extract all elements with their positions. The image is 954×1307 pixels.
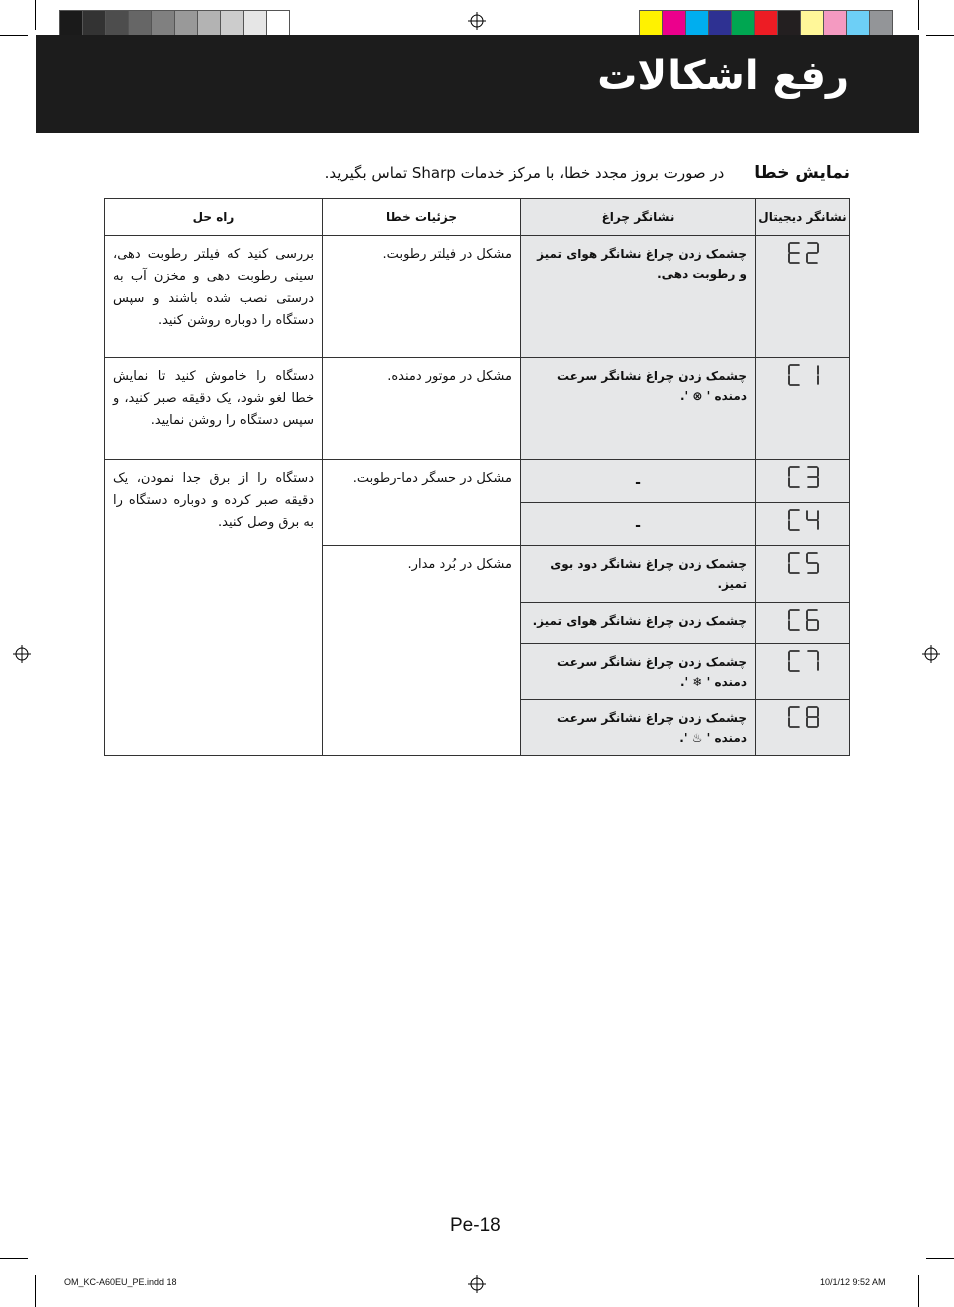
header-indicator: نشانگر چراغ bbox=[521, 199, 756, 236]
indicator-cell: چشمک زدن چراغ نشانگر سرعت دمنده ' ♨ '. bbox=[521, 700, 756, 756]
indicator-cell: چشمک زدن چراغ نشانگر دود بوی تمیز. bbox=[521, 546, 756, 603]
cause-cell: مشکل در موتور دمنده. bbox=[323, 358, 521, 460]
crop-mark bbox=[918, 0, 919, 30]
indicator-cell: چشمک زدن چراغ نشانگر هوای تمیز. bbox=[521, 603, 756, 644]
calibration-swatch bbox=[640, 11, 663, 35]
calibration-swatch bbox=[175, 11, 198, 35]
error-code-cell bbox=[756, 358, 850, 460]
digital-code-display bbox=[786, 509, 820, 531]
solution-cell: دستگاه را خاموش کنید تا نمایش خطا لغو شود، یک دقیقه صبر کنید، و سپس دستگاه را روشن نمایید. bbox=[105, 358, 323, 460]
cause-cell: مشکل در فیلتر رطوبت. bbox=[323, 236, 521, 358]
calibration-swatch bbox=[244, 11, 267, 35]
error-code-cell bbox=[756, 503, 850, 546]
crop-mark bbox=[926, 1258, 954, 1259]
calibration-swatch bbox=[267, 11, 289, 35]
crop-mark bbox=[35, 0, 36, 30]
color-calibration-bar bbox=[639, 10, 893, 36]
calibration-swatch bbox=[709, 11, 732, 35]
intro-line bbox=[325, 163, 850, 183]
registration-mark-icon bbox=[468, 1275, 486, 1293]
error-display-heading: نمایش خطا bbox=[754, 163, 850, 183]
page-number: Pe-18 bbox=[450, 1215, 501, 1236]
registration-mark-icon bbox=[13, 645, 31, 663]
grayscale-calibration-bar bbox=[59, 10, 290, 36]
digital-code-display bbox=[786, 242, 820, 264]
calibration-swatch bbox=[198, 11, 221, 35]
crop-mark bbox=[0, 35, 28, 36]
crop-mark bbox=[926, 35, 954, 36]
intro-text: در صورت بروز مجدد خطا، با مرکز خدمات Sharp تماس بگیرید. bbox=[324, 164, 725, 182]
cause-cell: مشکل در بُرد مدار. bbox=[323, 546, 521, 756]
calibration-swatch bbox=[801, 11, 824, 35]
table-row bbox=[105, 358, 850, 460]
table-row bbox=[105, 236, 850, 358]
digital-code-display bbox=[786, 609, 820, 631]
digital-code-display bbox=[786, 466, 820, 488]
registration-mark-icon bbox=[922, 645, 940, 663]
error-code-cell bbox=[756, 603, 850, 644]
digital-code-display bbox=[786, 552, 820, 574]
section-header bbox=[36, 35, 919, 133]
header-code: نشانگر دیجیتال bbox=[756, 199, 850, 236]
solution-cell: دستگاه را از برق جدا نمودن، یک دقیقه صبر کرده و دوباره دستگاه را به برق وصل کنید. bbox=[105, 460, 323, 756]
indicator-cell: چشمک زدن چراغ نشانگر هوای تمیز و رطوبت دهی. bbox=[521, 236, 756, 358]
table-row bbox=[105, 460, 850, 503]
registration-mark-icon bbox=[468, 12, 486, 30]
digital-code-display bbox=[786, 706, 820, 728]
indicator-cell: چشمک زدن چراغ نشانگر سرعت دمنده ' ❄ '. bbox=[521, 644, 756, 700]
calibration-swatch bbox=[221, 11, 244, 35]
calibration-swatch bbox=[83, 11, 106, 35]
digital-code-display bbox=[786, 650, 820, 672]
page-title: رفع اشکالات bbox=[597, 53, 849, 99]
error-code-cell bbox=[756, 644, 850, 700]
calibration-swatch bbox=[129, 11, 152, 35]
footer-file-name: OM_KC-A60EU_PE.indd 18 bbox=[64, 1277, 177, 1287]
error-code-cell bbox=[756, 236, 850, 358]
calibration-swatch bbox=[60, 11, 83, 35]
calibration-swatch bbox=[847, 11, 870, 35]
crop-mark bbox=[0, 1258, 28, 1259]
calibration-swatch bbox=[870, 11, 892, 35]
calibration-swatch bbox=[663, 11, 686, 35]
calibration-swatch bbox=[778, 11, 801, 35]
calibration-swatch bbox=[732, 11, 755, 35]
calibration-swatch bbox=[686, 11, 709, 35]
crop-mark bbox=[35, 1275, 36, 1307]
indicator-cell: - bbox=[521, 503, 756, 546]
header-solution: راه حل bbox=[105, 199, 323, 236]
error-code-cell bbox=[756, 460, 850, 503]
cause-cell: مشکل در حسگر دما-رطوبت. bbox=[323, 460, 521, 546]
table-header-row bbox=[105, 199, 850, 236]
digital-code-display bbox=[786, 364, 820, 386]
calibration-swatch bbox=[824, 11, 847, 35]
indicator-cell: - bbox=[521, 460, 756, 503]
header-cause: جزئیات خطا bbox=[323, 199, 521, 236]
solution-cell: بررسی کنید که فیلتر رطوبت دهی، سینی رطوبت دهی و مخزن آب به درستی نصب شده باشند و سپس دستگاه را دوباره روشن کنید. bbox=[105, 236, 323, 358]
calibration-swatch bbox=[755, 11, 778, 35]
footer-timestamp: 10/1/12 9:52 AM bbox=[820, 1277, 886, 1287]
error-code-cell bbox=[756, 700, 850, 756]
calibration-swatch bbox=[106, 11, 129, 35]
indicator-cell: چشمک زدن چراغ نشانگر سرعت دمنده ' ⊗ '. bbox=[521, 358, 756, 460]
error-table bbox=[104, 198, 850, 756]
error-code-cell bbox=[756, 546, 850, 603]
calibration-swatch bbox=[152, 11, 175, 35]
crop-mark bbox=[918, 1275, 919, 1307]
